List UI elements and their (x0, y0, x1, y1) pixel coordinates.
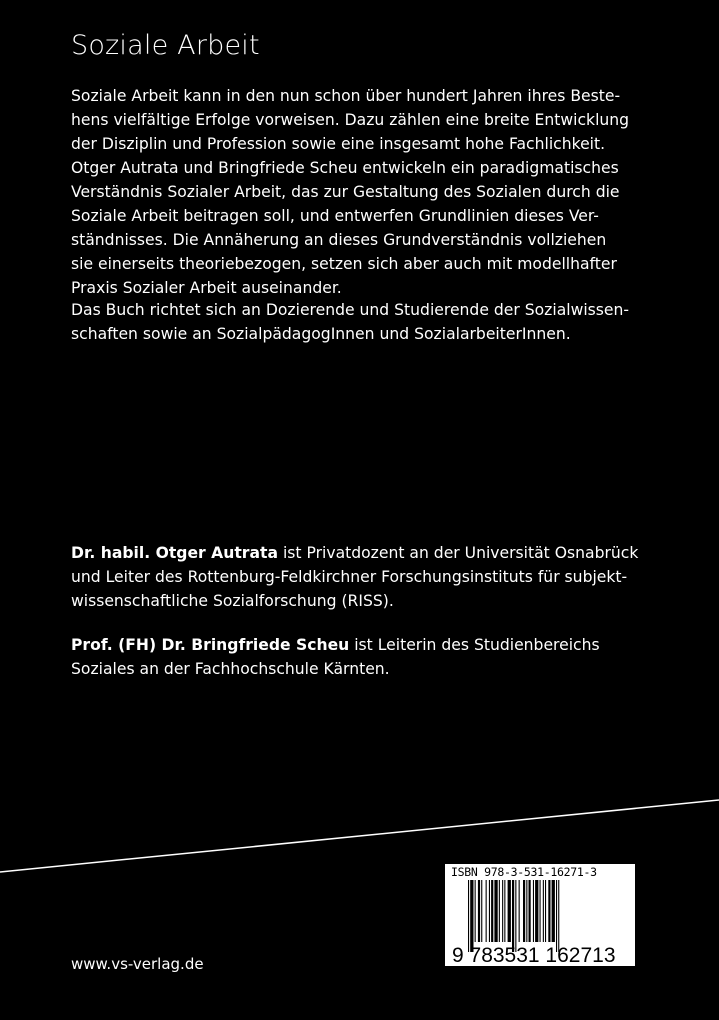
author2-name: Prof. (FH) Dr. Bringfriede Scheu (71, 636, 350, 654)
barcode-digits: 9 783531 162713 (452, 944, 616, 967)
text-line: ist Privatdozent an der Universität Osnabrück (277, 544, 639, 562)
text-line: Otger Autrata und Bringfriede Scheu entwickeln ein paradigmatisches (71, 159, 619, 177)
text-line: ist Leiterin des Studienbereichs (349, 636, 600, 654)
text-line: schaften sowie an SozialpädagogInnen und SozialarbeiterInnen. (71, 325, 571, 343)
text-line: Das Buch richtet sich an Dozierende und Studierende der Sozialwissen- (71, 301, 630, 319)
text-line: Verständnis Sozialer Arbeit, das zur Gestaltung des Sozialen durch die (71, 183, 620, 201)
text-line: der Disziplin und Profession sowie eine insgesamt hohe Fachlichkeit. (71, 135, 606, 153)
text-line: sie einerseits theoriebezogen, setzen sich aber auch mit modellhafter (71, 255, 617, 273)
text-line: ständnisses. Die Annäherung an dieses Grundverständnis vollziehen (71, 231, 607, 249)
text-line: hens vielfältige Erfolge vorweisen. Dazu zählen eine breite Entwicklung (71, 111, 630, 129)
author1-name: Dr. habil. Otger Autrata (71, 544, 278, 562)
text-line: Soziale Arbeit kann in den nun schon über hundert Jahren ihres Beste- (71, 87, 621, 105)
isbn-barcode (445, 864, 635, 966)
text-line: Soziales an der Fachhochschule Kärnten. (71, 660, 390, 678)
text-line: Praxis Sozialer Arbeit auseinander. (71, 279, 342, 297)
text-line: Soziale Arbeit beitragen soll, und entwerfen Grundlinien dieses Ver- (71, 207, 599, 225)
text-line: wissenschaftliche Sozialforschung (RISS). (71, 592, 394, 610)
isbn-text: ISBN 978-3-531-16271-3 (451, 865, 597, 879)
text-line: und Leiter des Rottenburg-Feldkirchner Forschungsinstituts für subjekt- (71, 568, 628, 586)
book-title: Soziale Arbeit (71, 30, 260, 61)
publisher-url: www.vs-verlag.de (71, 955, 204, 973)
